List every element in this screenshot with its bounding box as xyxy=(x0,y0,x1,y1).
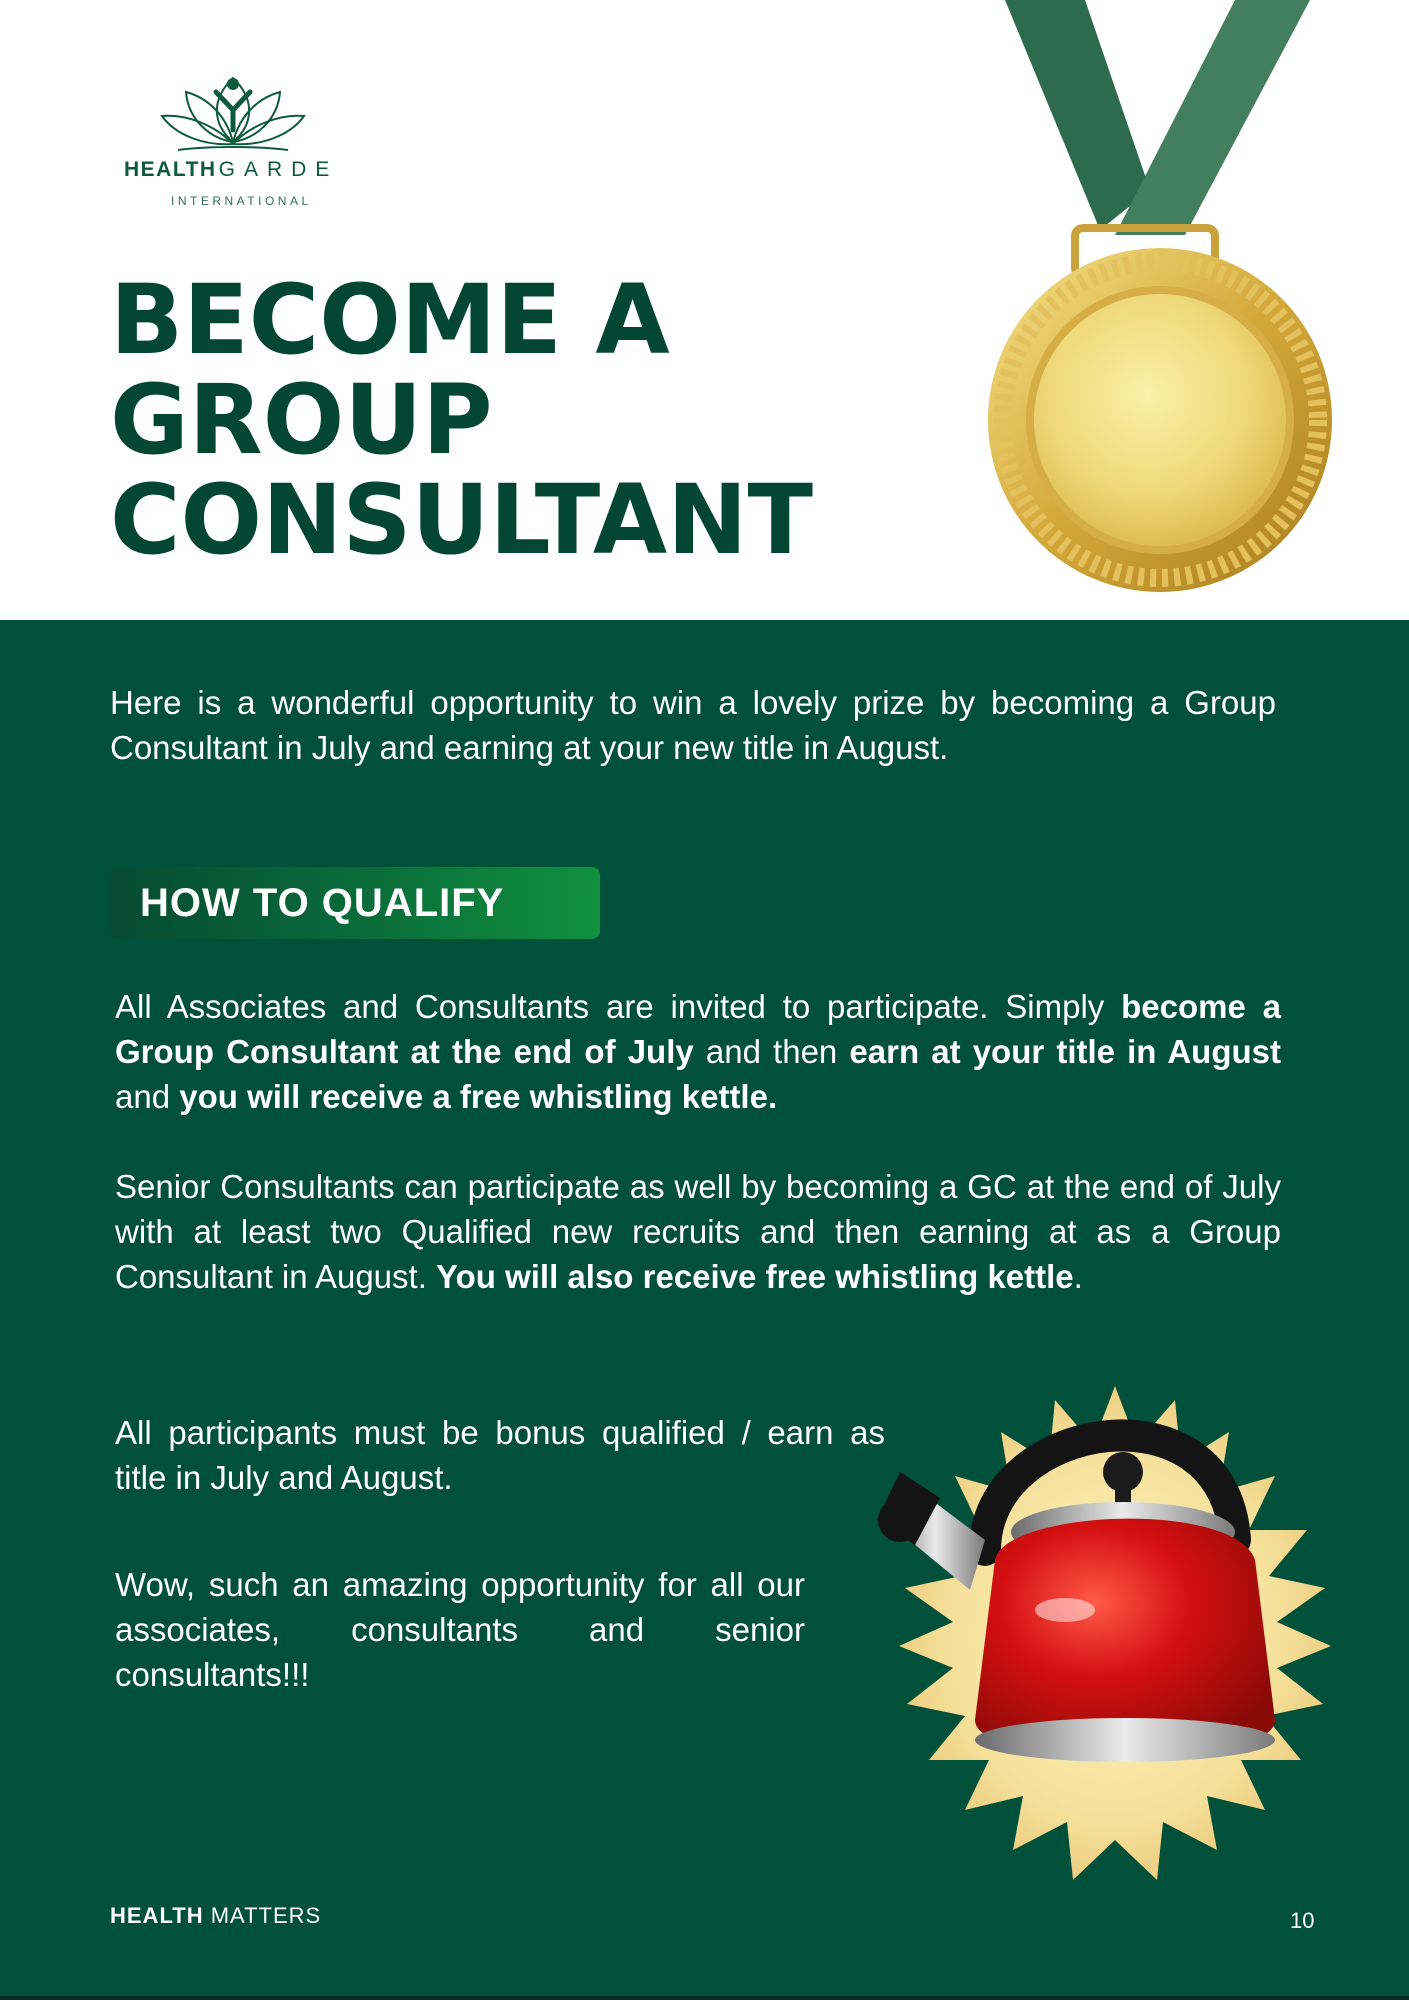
qualify-paragraph-2: Senior Consultants can participate as well by becoming a GC at the end of July with at least two Qualified new recruits and then earning at as a Group Consultant in August. You will also receive free whistling kettle. xyxy=(115,1168,1281,1295)
bottom-border xyxy=(0,1996,1409,2000)
logo-wordmark: HEALTHGARDE xyxy=(124,158,339,181)
qualify-paragraph-1: All Associates and Consultants are invited to participate. Simply become a Group Consultant at the end of July and then earn at your title in August and you will receive a free whistling kettle. xyxy=(115,988,1282,1115)
logo-subtitle: INTERNATIONAL xyxy=(171,194,312,208)
page-title xyxy=(110,264,813,576)
title-line-1: BECOME A xyxy=(110,264,670,376)
qualify-paragraph-4: Wow, such an amazing opportunity for all our associates, consultants and senior consultants!!! xyxy=(115,1566,805,1693)
how-to-qualify-label: HOW TO QUALIFY xyxy=(140,881,505,925)
gold-medal-icon xyxy=(980,0,1340,600)
intro-paragraph: Here is a wonderful opportunity to win a lovely prize by becoming a Group Consultant in July and earning at your new title in August. xyxy=(110,684,1276,766)
healthgarde-logo xyxy=(118,70,358,210)
page-number: 10 xyxy=(1290,1908,1315,1933)
lotus-person-logo-icon xyxy=(158,70,308,152)
qualify-paragraph-3: All participants must be bonus qualified / earn as title in July and August. xyxy=(115,1414,885,1496)
title-line-3: CONSULTANT xyxy=(110,464,813,576)
how-to-qualify-banner xyxy=(110,867,600,939)
title-line-2: GROUP xyxy=(110,364,493,476)
red-kettle-icon xyxy=(845,1340,1385,1920)
footer-brand: HEALTH MATTERS xyxy=(110,1903,322,1928)
